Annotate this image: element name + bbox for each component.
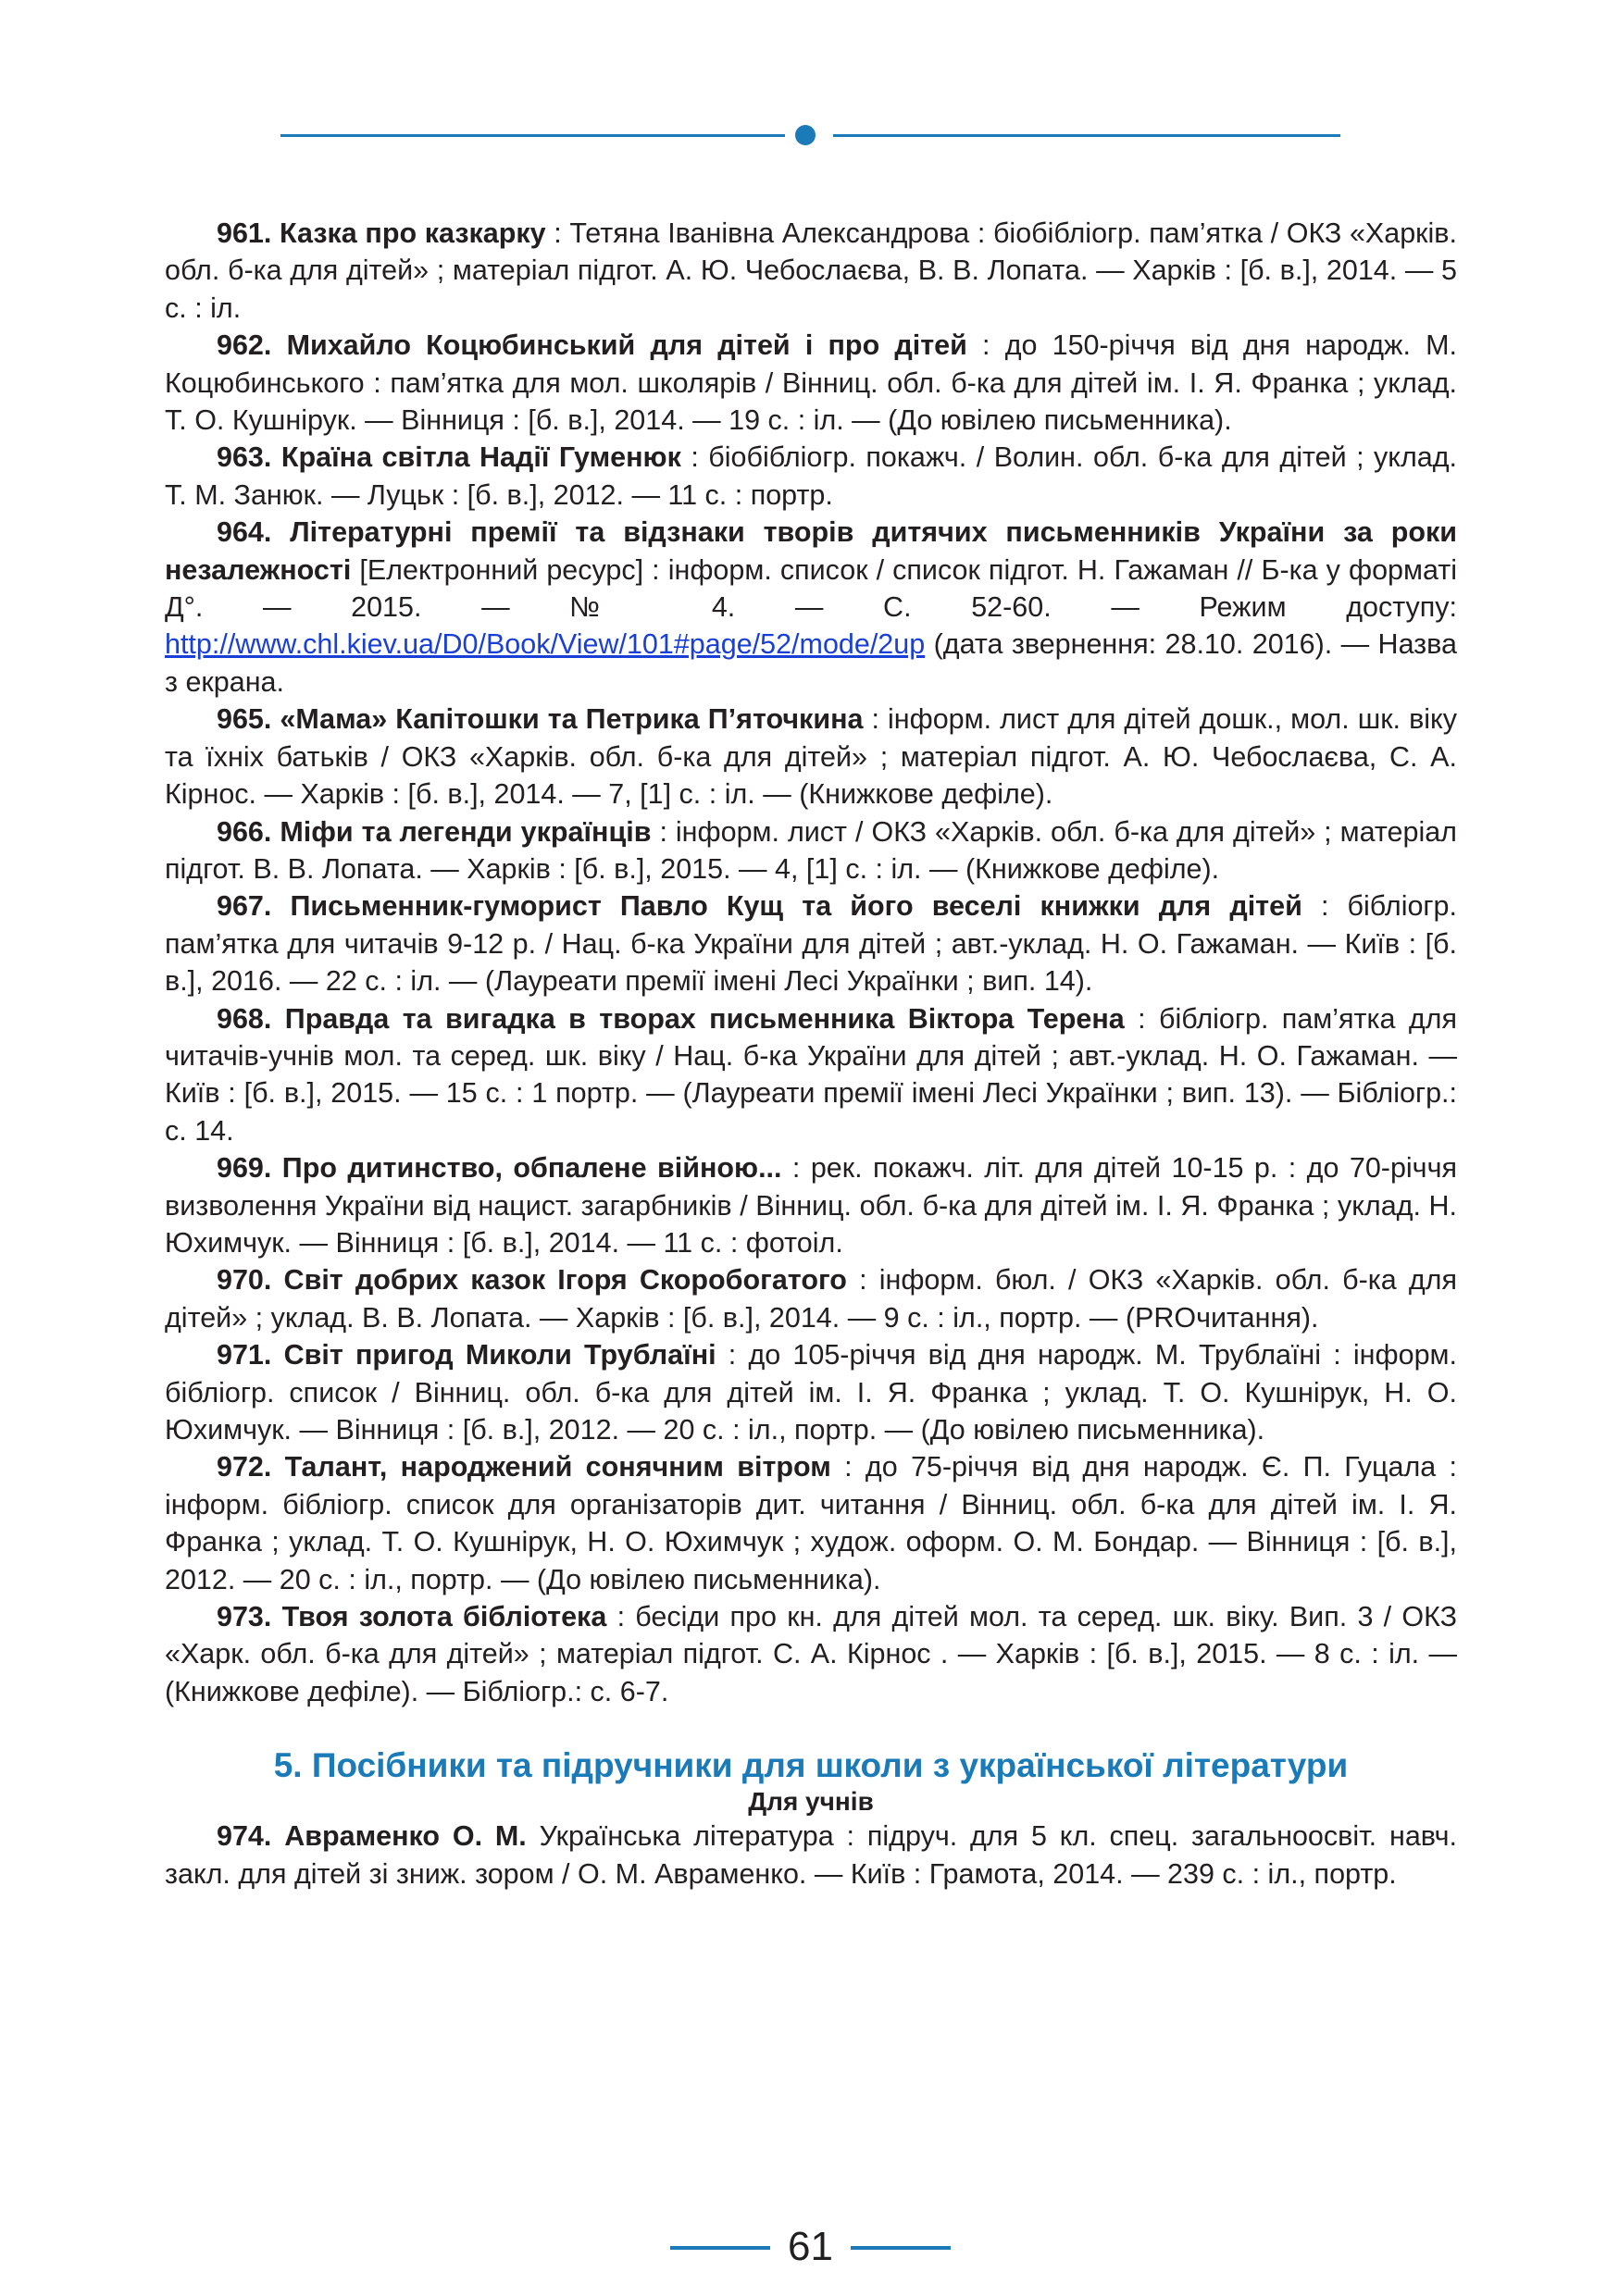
- entry-title: Михайло Коцюбинський для дітей і про дітей: [286, 329, 967, 362]
- entry-title: Про дитинство, обпалене війною...: [281, 1152, 782, 1185]
- entry-text: [Електронний ресурс] : інформ. список / список підгот. Н. Гажаман // Б-ка у форматі Д°. — 2015. — № 4. — С. 52-60. — Режим доступу:: [165, 553, 1457, 624]
- header-rule-left: [280, 134, 785, 137]
- page-number: 61: [788, 2224, 833, 2269]
- entry-text: : інформ. бюл. / ОКЗ «Харків. обл. б-ка для дітей» ; уклад. В. В. Лопата. — Харків : [б. в.], 2014. — 9 с. : іл., портр. — (PROчитання).: [165, 1264, 1457, 1334]
- bibliography-entry-973: [165, 1598, 1457, 1710]
- bibliography-entry-970: [165, 1261, 1457, 1336]
- entry-title: Країна світла Надії Гуменюк: [280, 441, 681, 474]
- entry-text: : до 75-річчя від дня народж. Є. П. Гуцала : інформ. бібліогр. список для організаторів дит. читання / Вінниц. обл. б-ка для дітей ім. І. Я. Франка ; уклад. Т. О. Кушнірук, Н. О. Юхимчук ; худож. оформ. О. М. Бондар. — Вінниця : [б. в.], 2012. — 20 с. : іл., портр. — (До ювілею письменника).: [165, 1451, 1457, 1595]
- entry-title: «Мама» Капітошки та Петрика П’яточкина: [280, 703, 864, 736]
- entry-title: Казка про казкарку: [280, 217, 546, 249]
- entry-url-link[interactable]: http://www.chl.kiev.ua/D0/Book/View/101#page/52/mode/2up: [165, 628, 926, 661]
- bibliography-entry-965: [165, 701, 1457, 813]
- section-heading: 5. Посібники та підручники для школи з української літератури: [273, 1746, 1349, 1785]
- entry-text: : бібліогр. пам’ятка для читачів 9-12 р. / Нац. б-ка України для дітей ; авт.-уклад. Н. О. Гажаман. — Київ : [б. в.], 2016. — 22 с. : іл. — (Лауреати премії імені Лесі Українки ; вип. 14).: [165, 890, 1457, 998]
- entry-title: Літературні премії та відзнаки творів дитячих письменників України за роки незалежності: [165, 516, 1457, 586]
- section-subheading: Для учнів: [748, 1787, 874, 1817]
- footer-rule-right: [851, 2246, 951, 2250]
- entry-title: Письменник-гуморист Павло Кущ та його веселі книжки для дітей: [290, 890, 1302, 923]
- entry-title: Міфи та легенди українців: [280, 815, 652, 848]
- bibliography-entry-967: [165, 887, 1457, 999]
- entry-number: 963.: [217, 441, 272, 474]
- entry-number: 961.: [217, 217, 272, 249]
- entry-title: Твоя золота бібліотека: [281, 1601, 607, 1633]
- entry-text: : бесіди про кн. для дітей мол. та серед. шк. віку. Вип. 3 / ОКЗ «Харк. обл. б-ка для дітей» ; матеріал підгот. С. А. Кірнос . — Харків : [б. в.], 2015. — 8 с. : іл. — (Книжкове дефіле). — Бібліогр.: с. 6-7.: [165, 1601, 1457, 1707]
- bibliography-entry-972: [165, 1448, 1457, 1598]
- entry-text: : біобібліогр. покажч. / Волин. обл. б-ка для дітей ; уклад. Т. М. Занюк. — Луцьк : [б. в.], 2012. — 11 с. : портр.: [165, 441, 1457, 511]
- bibliography-entry-962: [165, 327, 1457, 439]
- entry-title: Правда та вигадка в творах письменника Віктора Терена: [284, 1002, 1125, 1035]
- entry-number: 964.: [217, 516, 272, 549]
- entry-number: 973.: [217, 1601, 272, 1633]
- bibliography-entry-966: [165, 813, 1457, 888]
- entry-number: 968.: [217, 1002, 272, 1035]
- page-body: [165, 215, 1457, 1893]
- entry-number: 971.: [217, 1339, 272, 1371]
- entry-text: : інформ. лист / ОКЗ «Харків. обл. б-ка для дітей» ; матеріал підгот. В. В. Лопата. — Харків : [б. в.], 2015. — 4, [1] с. : іл. — (Книжкове дефіле).: [165, 815, 1457, 885]
- entry-text: : рек. покажч. літ. для дітей 10-15 р. : до 70-річчя визволення України від нацист. загарбників / Вінниц. обл. б-ка для дітей ім. І. Я. Франка ; уклад. Н. Юхимчук. — Вінниця : [б. в.], 2014. — 11 с. : фотоіл.: [165, 1152, 1457, 1259]
- entry-text: : інформ. лист для дітей дошк., мол. шк. віку та їхніх батьків / ОКЗ «Харків. обл. б-ка для дітей» ; матеріал підгот. А. Ю. Чебослаєва, С. А. Кірнос. — Харків : [б. в.], 2014. — 7, [1] с. : іл. — (Книжкове дефіле).: [165, 703, 1457, 811]
- header-rule-right: [833, 134, 1340, 137]
- entry-text: : до 150-річчя від дня народж. М. Коцюбинського : пам’ятка для мол. школярів / Вінниц. обл. б-ка для дітей ім. І. Я. Франка ; уклад. Т. О. Кушнірук. — Вінниця : [б. в.], 2014. — 19 с. : іл. — (До ювілею письменника).: [165, 329, 1457, 437]
- entry-text: : бібліогр. пам’ятка для читачів-учнів мол. та серед. шк. віку / Нац. б-ка України для дітей ; авт.-уклад. Н. О. Гажаман. — Київ : [б. в.], 2015. — 15 с. : 1 портр. — (Лауреати премії імені Лесі Українки ; вип. 13). — Бібліогр.: с. 14.: [165, 1002, 1457, 1147]
- bibliography-entry-971: [165, 1336, 1457, 1448]
- entry-text: Українська література : підруч. для 5 кл. спец. загальноосвіт. навч. закл. для дітей зі зниж. зором / О. М. Авраменко. — Київ : Грамота, 2014. — 239 с. : іл., портр.: [165, 1820, 1457, 1890]
- entry-text: : Тетяна Іванівна Александрова : біобібліогр. пам’ятка / ОКЗ «Харків. обл. б-ка для дітей» ; матеріал підгот. А. Ю. Чебослаєва, В. В. Лопата. — Харків : [б. в.], 2014. — 5 с. : іл.: [165, 217, 1457, 324]
- bibliography-entry-961: [165, 215, 1457, 327]
- footer-rule-left: [670, 2246, 770, 2250]
- entry-number: 967.: [217, 890, 272, 923]
- entry-number: 966.: [217, 815, 272, 848]
- entry-title: Світ добрих казок Ігоря Скоробогатого: [283, 1264, 847, 1297]
- entry-number: 965.: [217, 703, 272, 736]
- entry-author: Авраменко О. М.: [284, 1820, 527, 1853]
- entry-number: 974.: [217, 1820, 272, 1853]
- entry-number: 962.: [217, 329, 272, 362]
- entry-number: 970.: [217, 1264, 272, 1297]
- entry-title: Світ пригод Миколи Трублаїні: [283, 1339, 716, 1371]
- entry-title: Талант, народжений сонячним вітром: [284, 1451, 831, 1483]
- bibliography-entry-974: [165, 1818, 1457, 1893]
- entry-text: : до 105-річчя від дня народж. М. Трублаїні : інформ. бібліогр. список / Вінниц. обл. б-ка для дітей ім. І. Я. Франка ; уклад. Т. О. Кушнірук, Н. О. Юхимчук. — Вінниця : [б. в.], 2012. — 20 с. : іл., портр. — (До ювілею письменника).: [165, 1339, 1457, 1446]
- bibliography-entry-969: [165, 1149, 1457, 1261]
- entry-text-after: (дата звернення: 28.10. 2016). — Назва з екрана.: [165, 628, 1457, 698]
- bibliography-entry-963: [165, 439, 1457, 514]
- bibliography-entry-968: [165, 1000, 1457, 1150]
- bibliography-entry-964: [165, 514, 1457, 701]
- entry-number: 972.: [217, 1451, 272, 1483]
- entry-number: 969.: [217, 1152, 272, 1185]
- header-dot-ornament: [795, 125, 816, 145]
